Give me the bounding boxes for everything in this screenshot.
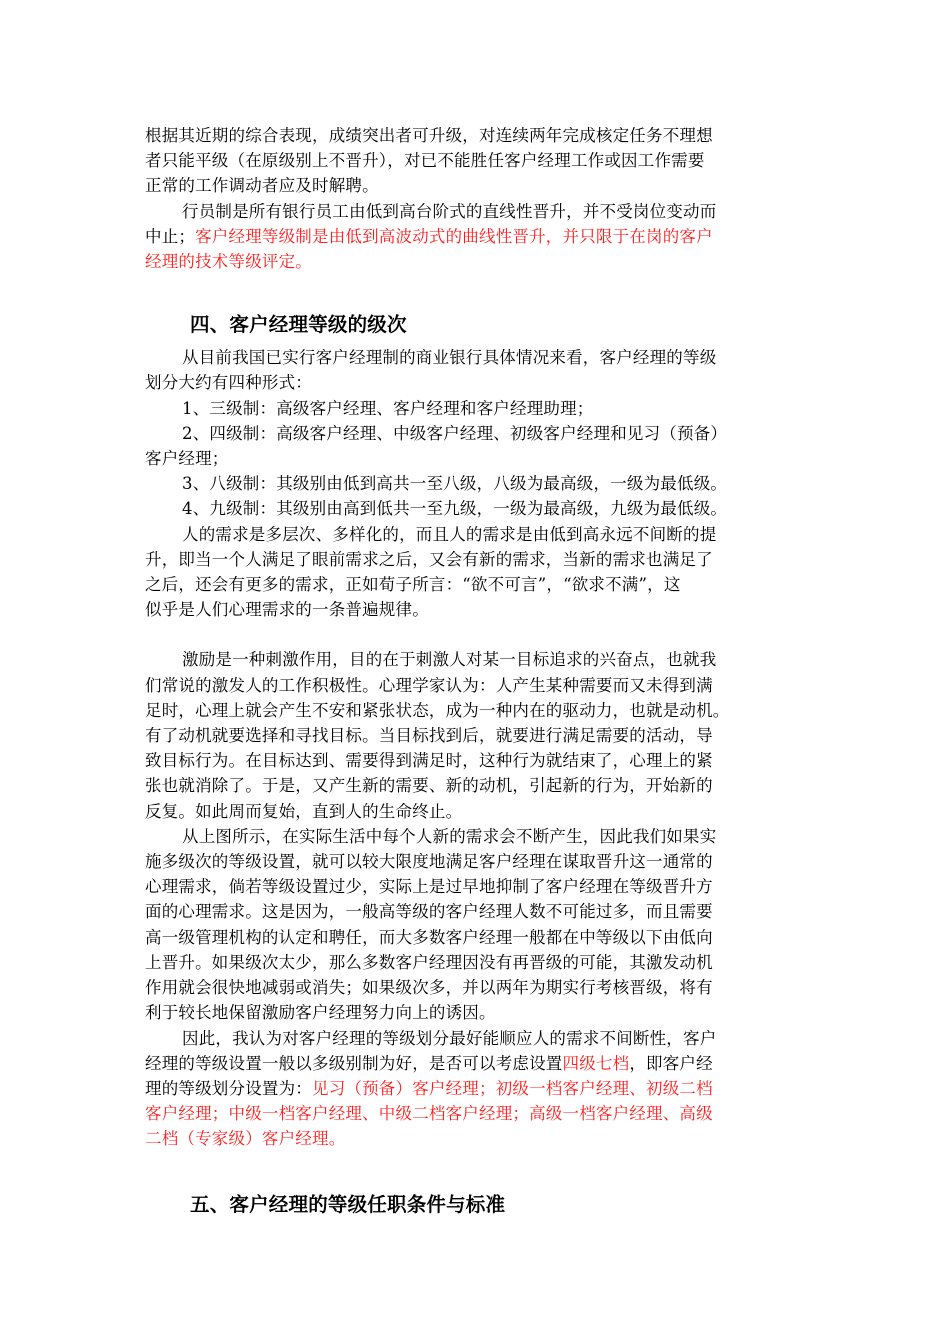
text-segment: 经理的等级设置一般以多级别制为好，是否可以考虑设置 [145, 1053, 563, 1073]
text-segment: ，即客户经 [629, 1053, 713, 1073]
text-line: 作用就会很快地减弱或消失；如果级次多，并以两年为期实行考核晋级，将有 [145, 978, 713, 998]
paragraph-recommendation [145, 1026, 807, 1152]
list-item: 1、三级制：高级客户经理、客户经理和客户经理助理； [182, 398, 594, 418]
text-line [145, 1051, 807, 1076]
text-line: 正常的工作调动者应及时解聘。 [145, 176, 379, 196]
document-body [145, 123, 807, 1220]
paragraph-promotion-rules [145, 123, 807, 199]
text-line [145, 1076, 807, 1101]
text-line: 高一级管理机构的认定和聘任，而大多数客户经理一般都在中等级以下由低向 [145, 927, 713, 947]
highlighted-text: 经理的技术等级评定。 [145, 252, 312, 272]
text-line: 者只能平级（在原级别上不晋升），对已不能胜任客户经理工作或因工作需要 [145, 151, 705, 171]
text-line: 上晋升。如果级次太少，那么多数客户经理因没有再晋级的可能，其激发动机 [145, 952, 713, 972]
text-line: 激励是一种刺激作用，目的在于刺激人对某一目标追求的兴奋点，也就我 [182, 650, 717, 670]
text-line: 心理需求，倘若等级设置过少，实际上是过早地抑制了客户经理在等级晋升方 [145, 877, 713, 897]
text-line: 之后，还会有更多的需求，正如荀子所言：“欲不可言”，“欲求不满”，这 [145, 575, 681, 595]
highlighted-text: 客户经理等级制是由低到高波动式的曲线性晋升，并只限于在岗的客户 [195, 226, 713, 246]
text-line: 行员制是所有银行员工由低到高台阶式的直线性晋升，并不受岗位变动而 [182, 201, 717, 221]
text-segment: 理的等级划分设置为： [145, 1078, 312, 1098]
text-line: 足时，心理上就会产生不安和紧张状态，成为一种内在的驱动力，也就是动机。 [145, 700, 730, 720]
text-line: 因此，我认为对客户经理的等级划分最好能顺应人的需求不间断性，客户 [182, 1028, 717, 1048]
text-line: 利于较长地保留激励客户经理努力向上的诱因。 [145, 1003, 496, 1023]
paragraph-rank-system [145, 199, 807, 275]
text-line: 根据其近期的综合表现，成绩突出者可升级，对连续两年完成核定任务不理想 [145, 126, 713, 145]
text-segment: 中止； [145, 226, 196, 246]
text-line: 们常说的激发人的工作积极性。心理学家认为：人产生某种需要而又未得到满 [145, 675, 713, 695]
highlighted-text: 二档（专家级）客户经理。 [145, 1129, 346, 1149]
text-line [145, 224, 807, 249]
highlighted-text: 见习（预备）客户经理；初级一档客户经理、初级二档 [312, 1078, 713, 1098]
section-heading-5: 五、客户经理的等级任职条件与标准 [190, 1192, 506, 1216]
text-line: 有了动机就要选择和寻找目标。当目标找到后，就要进行满足需要的活动，导 [145, 726, 713, 746]
list-item: 3、八级制：其级别由低到高共一至八级，八级为最高级，一级为最低级。 [182, 474, 728, 494]
text-line: 从目前我国已实行客户经理制的商业银行具体情况来看，客户经理的等级 [182, 348, 717, 368]
section-heading-4: 四、客户经理等级的级次 [190, 313, 407, 337]
paragraph-motivation [145, 647, 807, 823]
text-line: 划分大约有四种形式： [145, 373, 312, 393]
text-line: 面的心理需求。这是因为，一般高等级的客户经理人数不可能过多，而且需要 [145, 902, 713, 922]
text-line: 反复。如此周而复始，直到人的生命终止。 [145, 801, 463, 821]
paragraph-needs [145, 522, 807, 623]
text-line: 致目标行为。在目标达到、需要得到满足时，这种行为就结束了，心理上的紧 [145, 751, 713, 771]
highlighted-text: 客户经理；中级一档客户经理、中级二档客户经理；高级一档客户经理、高级 [145, 1104, 713, 1124]
text-line: 升，即当一个人满足了眼前需求之后，又会有新的需求，当新的需求也满足了 [145, 549, 713, 569]
text-line: 施多级次的等级设置，就可以较大限度地满足客户经理在谋取晋升这一通常的 [145, 852, 713, 872]
text-line: 张也就消除了。于是，又产生新的需要、新的动机，引起新的行为，开始新的 [145, 776, 713, 796]
list-item: 2、四级制：高级客户经理、中级客户经理、初级客户经理和见习（预备） [182, 423, 728, 443]
paragraph-multilevel [145, 824, 807, 1026]
list-item-continuation: 客户经理； [145, 449, 229, 469]
level-list [145, 396, 807, 522]
list-item: 4、九级制：其级别由高到低共一至九级，一级为最高级，九级为最低级。 [182, 499, 728, 519]
text-line: 似乎是人们心理需求的一条普遍规律。 [145, 600, 429, 620]
highlighted-text: 四级七档 [562, 1053, 630, 1073]
text-line: 从上图所示，在实际生活中每个人新的需求会不断产生，因此我们如果实 [182, 826, 717, 846]
text-line: 人的需求是多层次、多样化的，而且人的需求是由低到高永远不间断的提 [182, 524, 717, 544]
paragraph-intro-levels [145, 345, 807, 395]
